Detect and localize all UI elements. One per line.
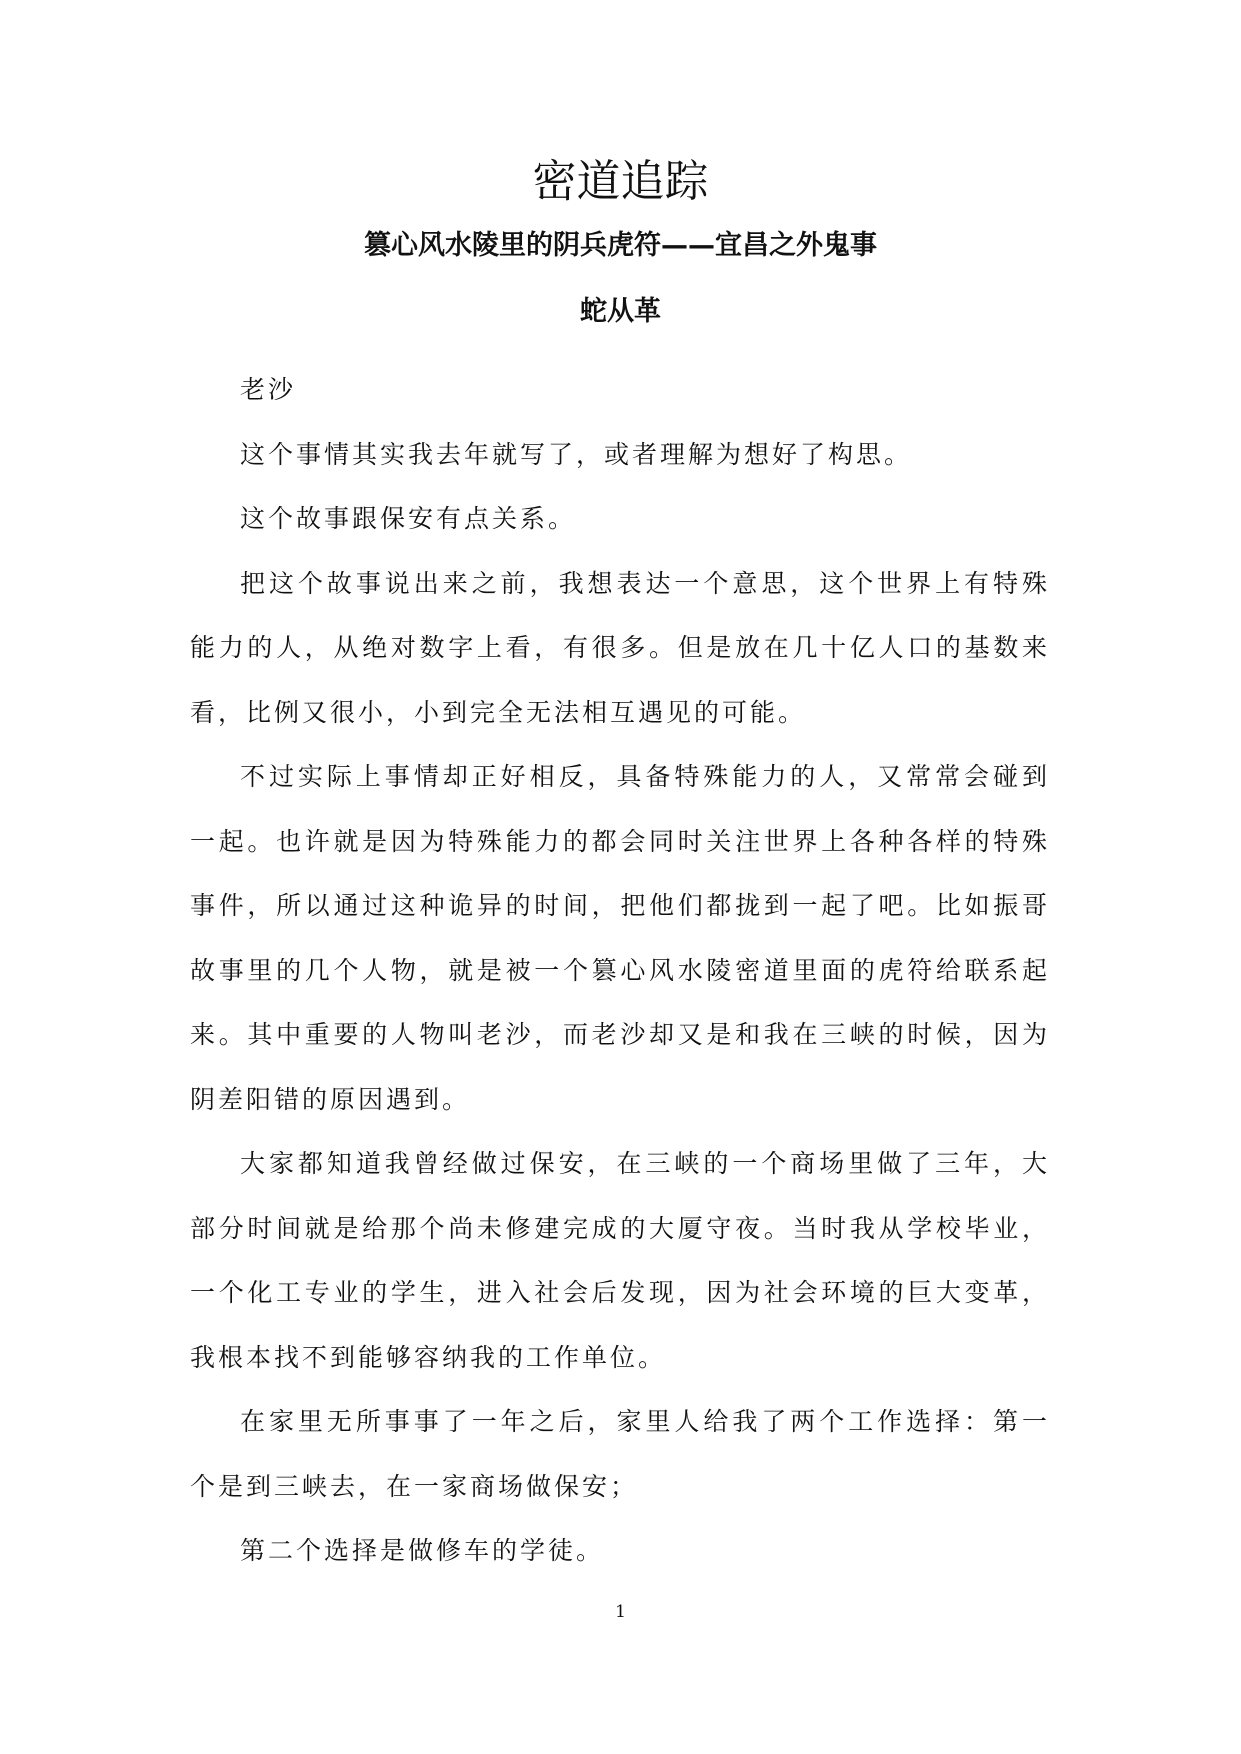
paragraph-4: 把这个故事说出来之前，我想表达一个意思，这个世界上有特殊能力的人，从绝对数字上看，有很多。但是放在几十亿人口的基数来看，比例又很小，小到完全无法相互遇见的可能。: [190, 568, 1050, 727]
paragraph-6: 大家都知道我曾经做过保安，在三峡的一个商场里做了三年，大部分时间就是给那个尚未修建完成的大厦守夜。当时我从学校毕业，一个化工专业的学生，进入社会后发现，因为社会环境的巨大变革，我根本找不到能够容纳我的工作单位。: [190, 1149, 1050, 1372]
page-number: 1: [615, 1602, 626, 1622]
document-title: 密道追踪: [532, 156, 709, 207]
paragraph-8: 第二个选择是做修车的学徒。: [240, 1536, 605, 1565]
document-author: 蛇从革: [580, 296, 661, 327]
paragraph-2: 这个事情其实我去年就写了，或者理解为想好了构思。: [240, 439, 913, 469]
paragraph-3: 这个故事跟保安有点关系。: [240, 504, 577, 533]
paragraph-5: 不过实际上事情却正好相反，具备特殊能力的人，又常常会碰到一起。也许就是因为特殊能力的都会同时关注世界上各种各样的特殊事件，所以通过这种诡异的时间，把他们都拢到一起了吧。比如振哥故事里的几个人物，就是被一个篡心风水陵密道里面的虎符给联系起来。其中重要的人物叫老沙，而老沙却又是和我在三峡的时候，因为阴差阳错的原因遇到。: [190, 762, 1050, 1114]
paragraph-7: 在家里无所事事了一年之后，家里人给我了两个工作选择：第一个是到三峡去，在一家商场做保安；: [190, 1407, 1050, 1501]
paragraph-1: 老沙: [240, 375, 297, 404]
document-body: [190, 358, 1050, 1584]
document-subtitle: 篡心风水陵里的阴兵虎符——宜昌之外鬼事: [364, 230, 877, 261]
